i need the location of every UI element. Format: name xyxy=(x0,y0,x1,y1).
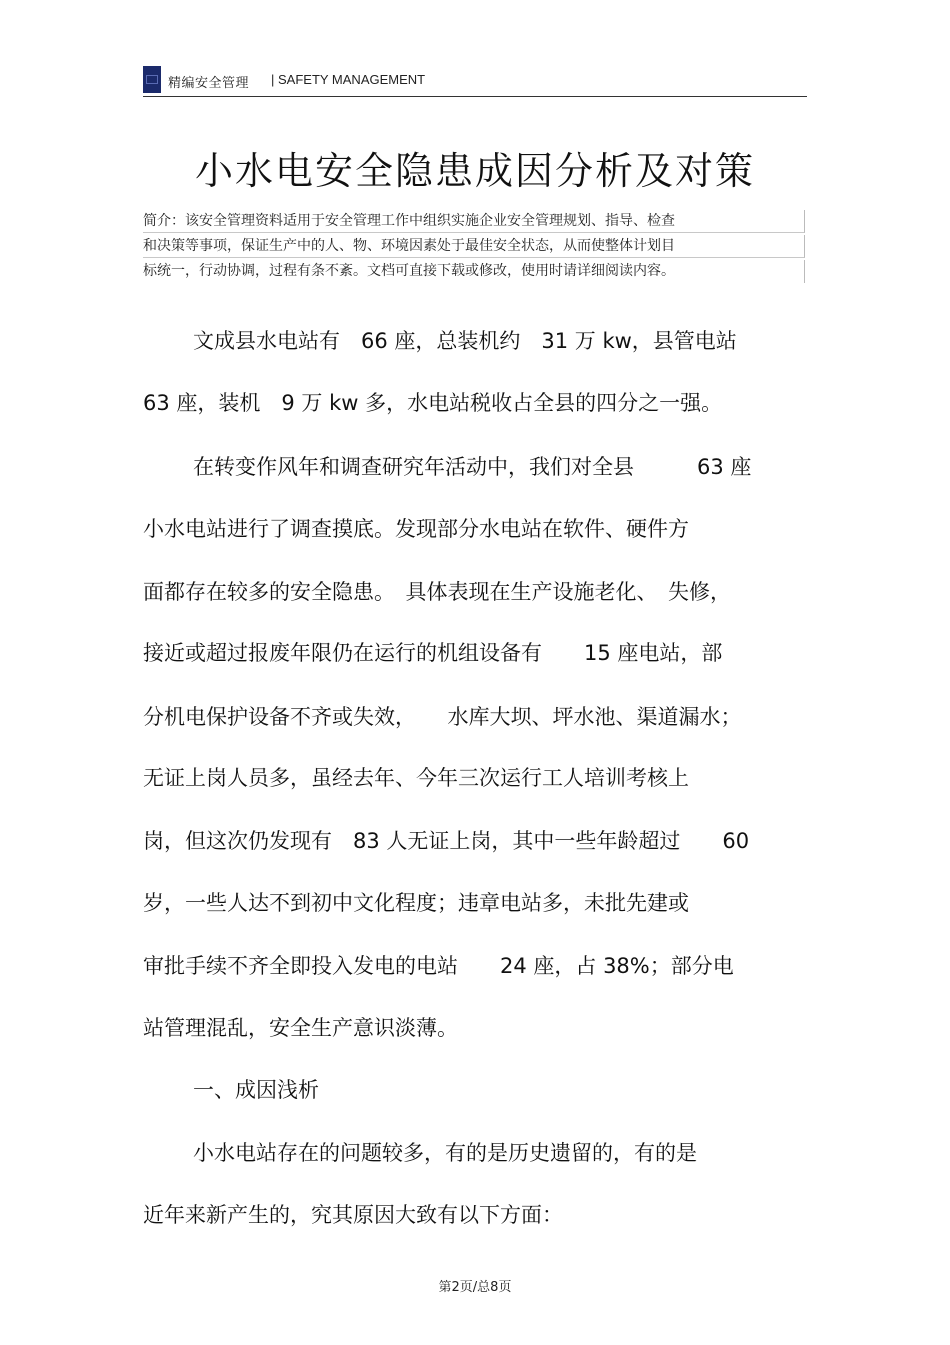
body-line: 分机电保护设备不齐或失效， 水库大坝、坪水池、渠道漏水； xyxy=(143,705,742,729)
intro-line: 和决策等事项，保证生产中的人、物、环境因素处于最佳安全状态，从而使整体计划目 xyxy=(143,235,805,258)
body-line: 岁，一些人达不到初中文化程度；违章电站多，未批先建或 xyxy=(143,891,689,915)
document-title: 小水电安全隐患成因分析及对策 xyxy=(194,149,755,193)
intro-line: 标统一，行动协调，过程有条不紊。文档可直接下载或修改，使用时请详细阅读内容。 xyxy=(143,260,805,283)
section-heading: 一、成因浅析 xyxy=(193,1078,319,1102)
document-logo-icon xyxy=(143,66,161,93)
body-line: 在转变作风年和调查研究年活动中，我们对全县 63 座 xyxy=(193,455,752,479)
intro-box xyxy=(143,210,805,285)
body-line: 审批手续不齐全即投入发电的电站 24 座，占 38%；部分电 xyxy=(143,954,734,978)
body-line: 接近或超过报废年限仍在运行的机组设备有 15 座电站，部 xyxy=(143,641,723,665)
body-line: 无证上岗人员多，虽经去年、今年三次运行工人培训考核上 xyxy=(143,766,689,790)
body-line: 文成县水电站有 66 座，总装机约 31 万 kw，县管电站 xyxy=(193,329,737,353)
body-line: 63 座，装机 9 万 kw 多，水电站税收占全县的四分之一强。 xyxy=(143,391,723,415)
page-number: 第2页/总8页 xyxy=(438,1280,512,1295)
header-title-en: | SAFETY MANAGEMENT xyxy=(271,72,426,87)
body-line: 面都存在较多的安全隐患。 具体表现在生产设施老化、 失修， xyxy=(143,580,731,604)
intro-line: 简介：该安全管理资料适用于安全管理工作中组织实施企业安全管理规划、指导、检查 xyxy=(143,210,805,233)
page-header xyxy=(143,66,807,97)
body-line: 站管理混乱，安全生产意识淡薄。 xyxy=(143,1016,458,1040)
body-line: 近年来新产生的，究其原因大致有以下方面： xyxy=(143,1203,563,1227)
body-line: 小水电站存在的问题较多，有的是历史遗留的，有的是 xyxy=(193,1141,697,1165)
header-title-cn: 精编安全管理 xyxy=(168,76,250,91)
body-line: 小水电站进行了调查摸底。发现部分水电站在软件、硬件方 xyxy=(143,517,689,541)
body-line: 岗，但这次仍发现有 83 人无证上岗，其中一些年龄超过 60 xyxy=(143,829,750,853)
